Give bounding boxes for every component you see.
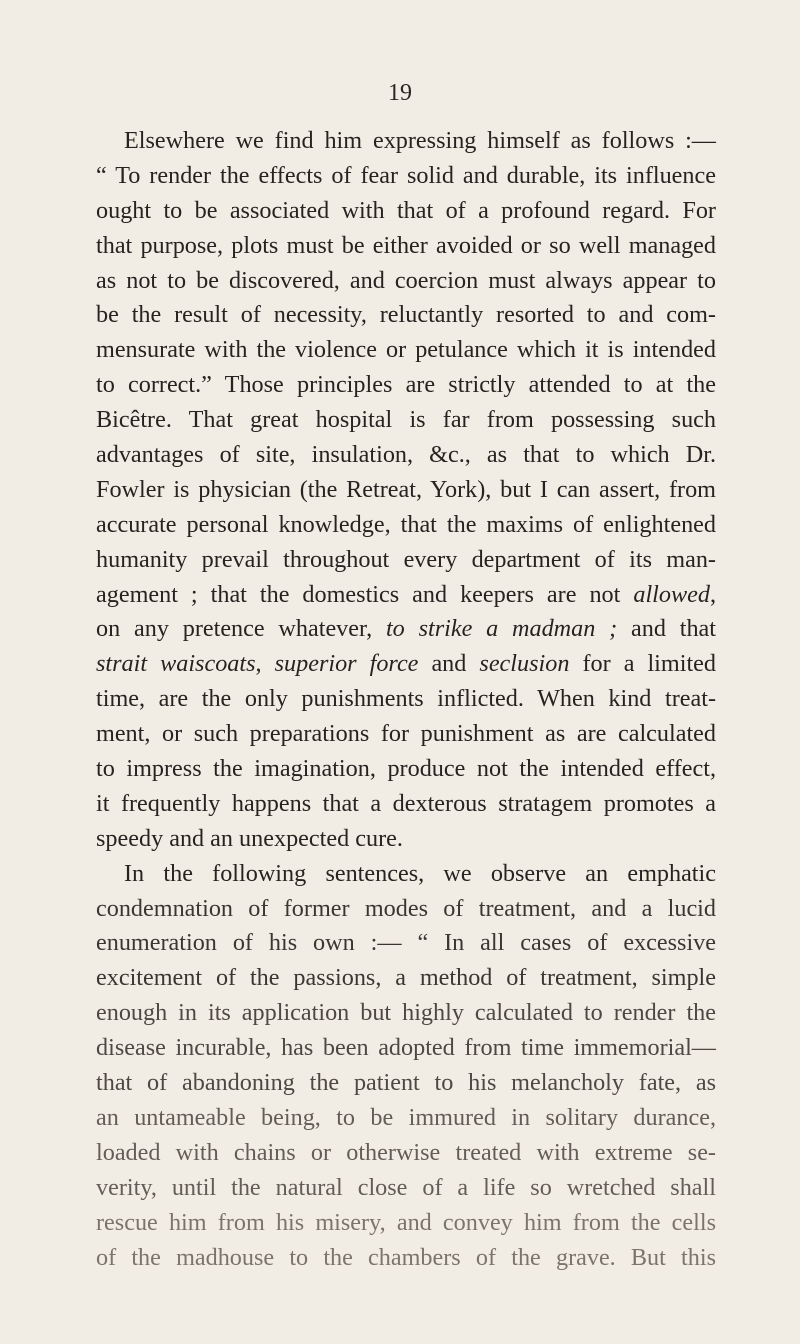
text-line: of the madhouse to the chambers of the grave. But this [96, 1243, 716, 1271]
body-text [96, 124, 716, 1275]
text-line: it frequently happens that a dexterous stratagem promotes a [96, 789, 716, 817]
paragraph [96, 857, 716, 1276]
text-line: Fowler is physician (the Retreat, York), but I can assert, from [96, 475, 716, 503]
text-line: ought to be associated with that of a profound regard. For [96, 196, 716, 224]
text-line: loaded with chains or otherwise treated with extreme se- [96, 1138, 716, 1166]
italic-text: strait waiscoats [96, 650, 256, 678]
text-line: disease incurable, has been adopted from time immemorial— [96, 1034, 716, 1062]
text-line: humanity prevail throughout every department of its man- [96, 545, 716, 573]
text-line: that purpose, plots must be either avoided or so well managed [96, 231, 716, 259]
text-line: be the result of necessity, reluctantly resorted to and com- [96, 301, 716, 329]
text-line: Elsewhere we find him expressing himself as follows :— [124, 127, 716, 154]
italic-text: seclusion [479, 650, 570, 678]
text-line: ment, or such preparations for punishment as are calculated [96, 720, 716, 748]
text-line: that of abandoning the patient to his melancholy fate, as [96, 1069, 716, 1097]
italic-text: superior force [274, 650, 419, 678]
page-number: 19 [388, 80, 412, 106]
text-line: an untameable being, to be immured in solitary durance, [96, 1103, 716, 1131]
text-line: condemnation of former modes of treatment, and a lucid [96, 894, 716, 922]
text-line: advantages of site, insulation, &c., as that to which Dr. [96, 441, 716, 469]
italic-text: to strike a madman ; [385, 615, 618, 643]
text-line: enough in its application but highly calculated to render the [96, 999, 716, 1027]
paragraph [96, 124, 716, 857]
text-line: mensurate with the violence or petulance which it is intended [96, 336, 716, 364]
text-line: rescue him from his misery, and convey him from the cells [96, 1208, 716, 1236]
text-line: speedy and an unexpected cure. [96, 824, 403, 852]
text-line: to impress the imagination, produce not the intended effect, [96, 755, 716, 783]
text-line: as not to be discovered, and coercion must always appear to [96, 266, 716, 294]
text-line: agement ; that the domestics and keepers are not allowed, [96, 580, 716, 608]
text-line: “ To render the effects of fear solid and durable, its influence [96, 161, 716, 189]
text-line: excitement of the passions, a method of treatment, simple [96, 964, 716, 992]
text-line: In the following sentences, we observe an emphatic [124, 859, 716, 887]
text-line: accurate personal knowledge, that the maxims of enlightened [96, 510, 716, 538]
text-line: verity, until the natural close of a life so wretched shall [96, 1173, 716, 1201]
text-line: time, are the only punishments inflicted. When kind treat- [96, 685, 716, 713]
text-line: enumeration of his own :— “ In all cases of excessive [96, 929, 716, 957]
text-line: strait waiscoats, superior force and seclusion for a limited [96, 650, 716, 678]
text-line: Bicêtre. That great hospital is far from possessing such [96, 406, 716, 434]
italic-text: allowed [633, 580, 710, 608]
text-line: to correct.” Those principles are strictly attended to at the [96, 371, 716, 399]
text-line: on any pretence whatever, to strike a madman ; and that [96, 615, 716, 643]
